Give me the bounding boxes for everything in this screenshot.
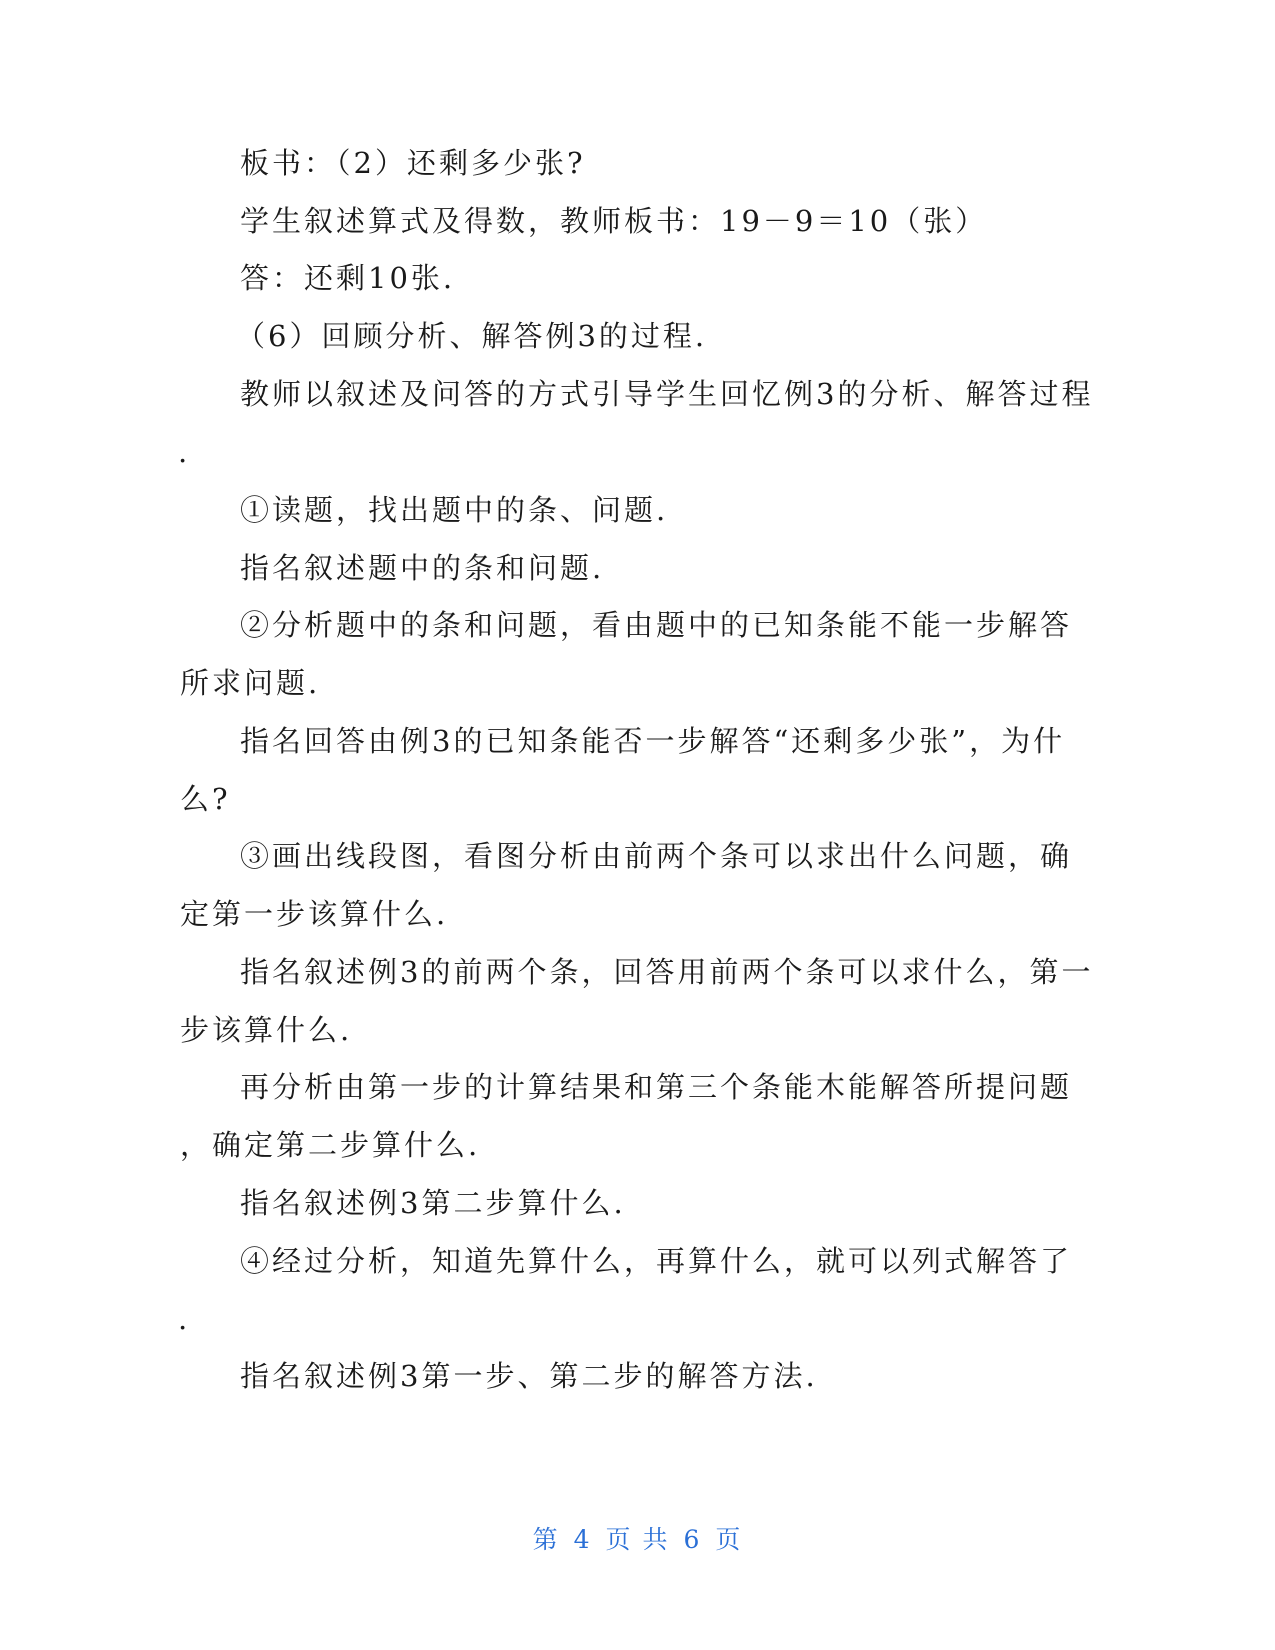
text-line-13: ③画出线段图，看图分析由前两个条可以求出什么问题，确	[240, 839, 1073, 873]
footer-suffix: 页	[715, 1525, 743, 1554]
text-line-18: ，确定第二步算什么.	[180, 1128, 481, 1162]
text-line-5: 教师以叙述及问答的方式引导学生回忆例3的分析、解答过程	[240, 377, 1094, 411]
footer-page-number: 4	[573, 1525, 592, 1554]
text-line-17: 再分析由第一步的计算结果和第三个条能木能解答所提问题	[240, 1070, 1073, 1104]
text-line-8: 指名叙述题中的条和问题.	[240, 551, 605, 585]
text-line-16: 步该算什么.	[180, 1013, 353, 1047]
footer-prefix: 第	[532, 1525, 560, 1554]
text-line-4: （6）回顾分析、解答例3的过程.	[236, 319, 708, 353]
text-line-19: 指名叙述例3第二步算什么.	[240, 1186, 626, 1220]
text-line-7: ①读题，找出题中的条、问题.	[240, 493, 669, 527]
text-line-20: ④经过分析，知道先算什么，再算什么，就可以列式解答了	[240, 1244, 1073, 1278]
text-line-9: ②分析题中的条和问题，看由题中的已知条能不能一步解答	[240, 608, 1073, 642]
text-line-12: 么?	[180, 782, 231, 816]
page-footer	[0, 1520, 1275, 1556]
text-line-10: 所求问题.	[180, 666, 321, 700]
footer-total-pages: 6	[683, 1525, 702, 1554]
text-line-21: .	[178, 1302, 191, 1336]
text-line-11: 指名回答由例3的已知条能否一步解答“还剩多少张”，为什	[240, 724, 1066, 758]
text-line-3: 答：还剩10张.	[240, 261, 456, 295]
text-line-15: 指名叙述例3的前两个条，回答用前两个条可以求什么，第一	[240, 955, 1094, 989]
text-line-2: 学生叙述算式及得数，教师板书：19－9＝10（张）	[240, 204, 988, 238]
footer-middle: 页 共	[605, 1525, 670, 1554]
text-line-14: 定第一步该算什么.	[180, 897, 449, 931]
text-line-22: 指名叙述例3第一步、第二步的解答方法.	[240, 1359, 818, 1393]
text-line-1: 板书：（2）还剩多少张?	[240, 146, 586, 180]
text-line-6: .	[178, 435, 191, 469]
